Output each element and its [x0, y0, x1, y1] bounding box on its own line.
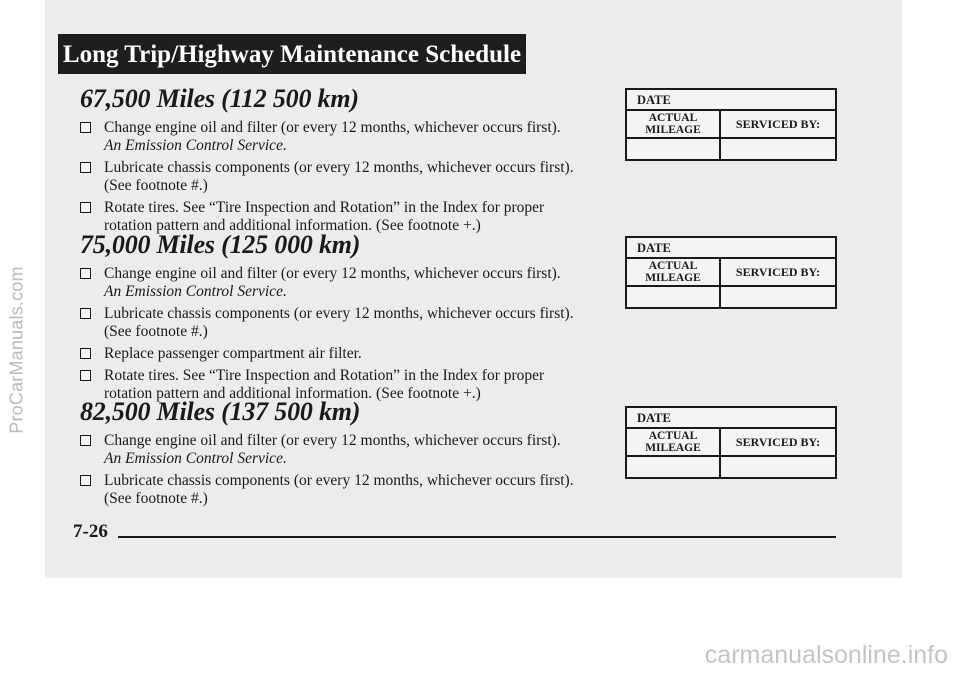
- record-header-row: [627, 259, 835, 287]
- task-extra: rotation pattern and additional information. (See footnote +.): [104, 217, 481, 234]
- footer-rule: [118, 536, 836, 538]
- record-header-row: [627, 111, 835, 139]
- serviced-by-label: SERVICED BY:: [735, 265, 821, 279]
- serviced-by-entry[interactable]: [721, 139, 835, 159]
- task-item: [80, 265, 600, 301]
- task-note: An Emission Control Service.: [104, 450, 287, 467]
- checkbox-icon[interactable]: [80, 308, 91, 319]
- mileage-entry[interactable]: [627, 139, 721, 159]
- service-record-75000: [625, 236, 837, 309]
- task-item: [80, 305, 600, 341]
- task-item: [80, 159, 600, 195]
- record-header-row: [627, 429, 835, 457]
- task-text: Lubricate chassis components (or every 12 months, whichever occurs first).: [104, 159, 574, 176]
- task-extra: rotation pattern and additional information. (See footnote +.): [104, 385, 481, 402]
- task-extra: (See footnote #.): [104, 323, 208, 340]
- mileage-label: ACTUAL MILEAGE: [627, 429, 721, 455]
- mileage-entry[interactable]: [627, 287, 721, 307]
- task-text: Lubricate chassis components (or every 12 months, whichever occurs first).: [104, 472, 574, 489]
- service-record-82500: [625, 406, 837, 479]
- task-text: Lubricate chassis components (or every 12 months, whichever occurs first).: [104, 305, 574, 322]
- task-item: [80, 119, 600, 155]
- serviced-by-label: SERVICED BY:: [735, 435, 821, 449]
- checkbox-icon[interactable]: [80, 348, 91, 359]
- task-text: Replace passenger compartment air filter.: [104, 345, 362, 362]
- schedule-section-67500: [80, 84, 600, 239]
- task-extra: (See footnote #.): [104, 490, 208, 507]
- section-heading: 75,000 Miles (125 000 km): [80, 230, 361, 259]
- task-text: Change engine oil and filter (or every 12 months, whichever occurs first).: [104, 119, 561, 136]
- mileage-label: ACTUAL MILEAGE: [627, 111, 721, 137]
- task-text: Rotate tires. See “Tire Inspection and Rotation” in the Index for proper: [104, 199, 545, 216]
- checkbox-icon[interactable]: [80, 202, 91, 213]
- checkbox-icon[interactable]: [80, 268, 91, 279]
- checkbox-icon[interactable]: [80, 370, 91, 381]
- side-watermark: ProCarManuals.com: [6, 266, 27, 434]
- section-heading: 67,500 Miles (112 500 km): [80, 84, 359, 113]
- task-item: [80, 345, 600, 363]
- record-entry-row: [627, 287, 835, 307]
- task-item: [80, 432, 600, 468]
- section-heading: 82,500 Miles (137 500 km): [80, 397, 361, 426]
- task-extra: (See footnote #.): [104, 177, 208, 194]
- page-number: 7-26: [73, 521, 108, 542]
- task-item: [80, 472, 600, 508]
- serviced-by-entry[interactable]: [721, 287, 835, 307]
- mileage-entry[interactable]: [627, 457, 721, 477]
- schedule-section-82500: [80, 397, 600, 512]
- serviced-by-label: SERVICED BY:: [735, 117, 821, 131]
- checkbox-icon[interactable]: [80, 475, 91, 486]
- task-text: Change engine oil and filter (or every 12 months, whichever occurs first).: [104, 265, 561, 282]
- task-note: An Emission Control Service.: [104, 137, 287, 154]
- service-record-67500: [625, 88, 837, 161]
- task-text: Change engine oil and filter (or every 12 months, whichever occurs first).: [104, 432, 561, 449]
- checkbox-icon[interactable]: [80, 435, 91, 446]
- date-field[interactable]: DATE: [627, 408, 835, 429]
- schedule-section-75000: [80, 230, 600, 407]
- date-field[interactable]: DATE: [627, 238, 835, 259]
- checkbox-icon[interactable]: [80, 122, 91, 133]
- record-entry-row: [627, 139, 835, 159]
- bottom-watermark: carmanualsonline.info: [704, 641, 948, 669]
- date-field[interactable]: DATE: [627, 90, 835, 111]
- mileage-label: ACTUAL MILEAGE: [627, 259, 721, 285]
- serviced-by-entry[interactable]: [721, 457, 835, 477]
- task-text: Rotate tires. See “Tire Inspection and Rotation” in the Index for proper: [104, 367, 545, 384]
- task-note: An Emission Control Service.: [104, 283, 287, 300]
- record-entry-row: [627, 457, 835, 477]
- page-banner: Long Trip/Highway Maintenance Schedule: [58, 34, 526, 74]
- checkbox-icon[interactable]: [80, 162, 91, 173]
